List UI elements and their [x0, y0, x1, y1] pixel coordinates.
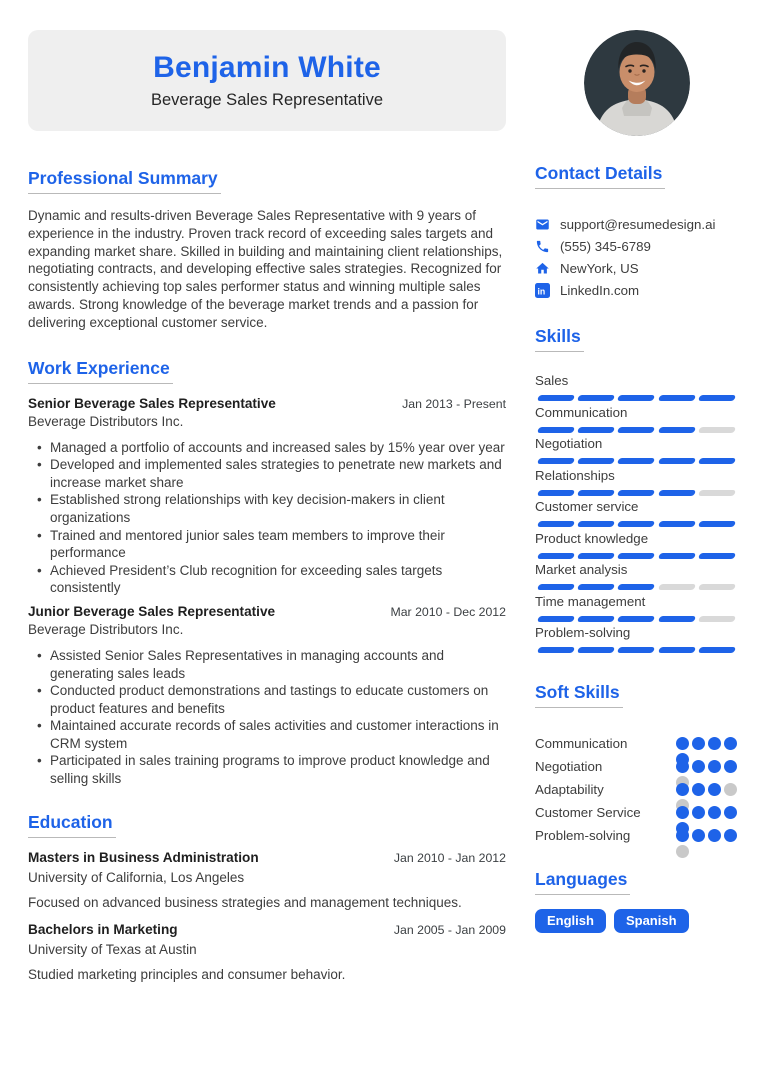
- skill-bar-segment: [698, 647, 736, 653]
- skill-bar-segment: [698, 521, 736, 527]
- skill-bar-segment: [658, 584, 696, 590]
- skill-dot: [676, 783, 689, 796]
- skill-dot: [724, 737, 737, 750]
- skill-bar: [535, 490, 738, 496]
- skill-bar-segment: [577, 458, 615, 464]
- summary-text: Dynamic and results-driven Beverage Sales Representative with 9 years of experience in the industry. Proven track record of exceeding sales targets and expanding market share. Skilled in building and maintaining client relationships, negotiating contracts, and developing effective sales strategies. Recognized for consistently achieving top sales performer status and winning multiple sales awards. Strong knowledge of the beverage market trends and a passion for delivering exceptional customer service.: [28, 208, 503, 330]
- skill-bar-segment: [617, 427, 655, 433]
- skill-item: [535, 624, 738, 653]
- job-entry: [28, 603, 506, 788]
- skill-bar-segment: [617, 395, 655, 401]
- contact-list: [535, 213, 738, 301]
- soft-skill-row: [535, 755, 738, 778]
- skill-item: [535, 498, 738, 527]
- contact-text: NewYork, US: [560, 260, 639, 276]
- soft-skill-label: Adaptability: [535, 782, 604, 797]
- skill-dot: [676, 806, 689, 819]
- contact-item-linkedin[interactable]: [535, 279, 738, 301]
- left-column: [28, 30, 506, 994]
- job-company: Beverage Distributors Inc.: [28, 413, 184, 429]
- skill-bar-segment: [658, 647, 696, 653]
- skill-dot: [708, 806, 721, 819]
- job-bullet: • Developed and implemented sales strategies to penetrate new markets and increase market share: [28, 456, 506, 491]
- language-pill[interactable]: Spanish: [614, 909, 689, 933]
- skill-bar-segment: [698, 427, 736, 433]
- section-work-experience: [28, 358, 506, 788]
- skill-dot: [724, 760, 737, 773]
- education-dates: Jan 2005 - Jan 2009: [393, 922, 506, 937]
- section-education: [28, 812, 506, 983]
- job-bullets: [28, 439, 506, 597]
- skill-item: [535, 593, 738, 622]
- email-icon: [535, 217, 550, 232]
- job-bullet: • Assisted Senior Sales Representatives in managing accounts and generating sales leads: [28, 647, 506, 682]
- soft-skill-label: Problem-solving: [535, 828, 631, 843]
- job-bullet: • Managed a portfolio of accounts and increased sales by 15% year over year: [28, 439, 506, 457]
- education-head: [28, 850, 506, 866]
- skill-bar: [535, 427, 738, 433]
- skill-dot: [724, 783, 737, 796]
- skill-bar-segment: [617, 490, 655, 496]
- languages-heading: Languages: [535, 869, 630, 895]
- section-professional-summary: [28, 168, 506, 332]
- skill-label: Time management: [535, 593, 646, 609]
- candidate-name: Benjamin White: [153, 51, 381, 84]
- skill-dot: [708, 783, 721, 796]
- skill-bar-segment: [577, 647, 615, 653]
- job-head: [28, 395, 506, 413]
- job-title: Senior Beverage Sales Representative: [28, 395, 276, 411]
- job-entry: [28, 395, 506, 597]
- contact-item-home: [535, 257, 738, 279]
- skill-bar: [535, 647, 738, 653]
- skill-dot: [708, 760, 721, 773]
- education-entry: [28, 850, 506, 911]
- section-skills: [535, 326, 738, 653]
- summary-heading: Professional Summary: [28, 168, 221, 194]
- skill-item: [535, 435, 738, 464]
- soft-skills-heading: Soft Skills: [535, 682, 623, 708]
- skill-bar-segment: [617, 521, 655, 527]
- skill-bar-segment: [537, 490, 575, 496]
- svg-text:in: in: [537, 285, 546, 296]
- language-list: [535, 909, 738, 933]
- skill-bar-segment: [698, 490, 736, 496]
- soft-skill-dots: [676, 737, 738, 750]
- language-pill[interactable]: English: [535, 909, 606, 933]
- job-title: Junior Beverage Sales Representative: [28, 603, 276, 619]
- skill-bar-segment: [537, 647, 575, 653]
- skill-bar-segment: [698, 616, 736, 622]
- skill-bar-segment: [617, 647, 655, 653]
- soft-skill-dots: [676, 760, 738, 773]
- skill-bar-segment: [658, 553, 696, 559]
- education-entry: [28, 922, 506, 983]
- skill-bar-segment: [658, 490, 696, 496]
- job-bullet: • Established strong relationships with key decision-makers in client organizations: [28, 491, 506, 526]
- skill-bar-segment: [577, 553, 615, 559]
- skill-bar-segment: [577, 395, 615, 401]
- soft-skill-dots: [676, 806, 738, 819]
- job-dates: Mar 2010 - Dec 2012: [390, 604, 506, 619]
- skill-bar-segment: [698, 584, 736, 590]
- skill-bar: [535, 553, 738, 559]
- job-bullet: • Participated in sales training programs to improve product knowledge and selling skills: [28, 752, 506, 787]
- contact-text: support@resumedesign.ai: [560, 216, 716, 232]
- soft-skill-dots: [676, 829, 738, 842]
- skills-list: [535, 372, 738, 653]
- phone-icon: [535, 239, 550, 254]
- job-bullet: • Achieved President’s Club recognition for exceeding sales targets consistently: [28, 562, 506, 597]
- skill-label: Product knowledge: [535, 530, 649, 546]
- soft-skill-row: [535, 778, 738, 801]
- skill-bar-segment: [658, 395, 696, 401]
- experience-heading: Work Experience: [28, 358, 173, 384]
- skill-item: [535, 561, 738, 590]
- job-company: Beverage Distributors Inc.: [28, 621, 184, 637]
- skill-dot: [708, 737, 721, 750]
- home-icon: [535, 261, 550, 276]
- skill-bar-segment: [537, 458, 575, 464]
- education-head: [28, 922, 506, 938]
- profile-photo-wrap: [535, 30, 738, 136]
- job-bullet: • Trained and mentored junior sales team members to improve their performance: [28, 527, 506, 562]
- job-bullet: • Conducted product demonstrations and tastings to educate customers on product features and benefits: [28, 682, 506, 717]
- skill-dot: [692, 829, 705, 842]
- education-heading: Education: [28, 812, 116, 838]
- education-description: Studied marketing principles and consumer behavior.: [28, 966, 346, 982]
- skill-label: Negotiation: [535, 436, 603, 451]
- education-school: University of California, Los Angeles: [28, 869, 245, 885]
- contact-item-phone[interactable]: [535, 235, 738, 257]
- skill-bar: [535, 458, 738, 464]
- skill-bar-segment: [537, 395, 575, 401]
- education-list: [28, 850, 506, 983]
- skill-bar-segment: [617, 553, 655, 559]
- profile-photo: [584, 30, 690, 136]
- skill-dot: [676, 829, 689, 842]
- skill-bar-segment: [617, 616, 655, 622]
- skill-label: Communication: [535, 404, 628, 420]
- skill-item: [535, 530, 738, 559]
- skill-bar-segment: [537, 553, 575, 559]
- skill-bar-segment: [658, 427, 696, 433]
- header-card: [28, 30, 506, 131]
- job-head: [28, 603, 506, 621]
- job-list: [28, 395, 506, 788]
- avatar: [584, 30, 690, 136]
- skill-bar-segment: [577, 490, 615, 496]
- skill-dot: [692, 783, 705, 796]
- skill-bar-segment: [577, 427, 615, 433]
- skills-heading: Skills: [535, 326, 584, 352]
- contact-heading: Contact Details: [535, 163, 665, 189]
- skill-dot: [676, 760, 689, 773]
- skill-dot: [724, 829, 737, 842]
- skill-bar-segment: [658, 521, 696, 527]
- skill-item: [535, 372, 738, 401]
- skill-dot: [724, 806, 737, 819]
- skill-dot: [676, 737, 689, 750]
- skill-bar-segment: [537, 521, 575, 527]
- skill-item: [535, 467, 738, 496]
- skill-bar-segment: [698, 553, 736, 559]
- skill-item: [535, 404, 738, 433]
- skill-bar: [535, 584, 738, 590]
- job-dates: Jan 2013 - Present: [402, 396, 506, 411]
- skill-bar-segment: [577, 616, 615, 622]
- skill-label: Problem-solving: [535, 625, 631, 640]
- skill-bar-segment: [577, 521, 615, 527]
- job-bullet: • Maintained accurate records of sales activities and customer interactions in CRM system: [28, 717, 506, 752]
- skill-bar-segment: [537, 584, 575, 590]
- linkedin-icon: [535, 283, 550, 298]
- education-description: Focused on advanced business strategies and management techniques.: [28, 894, 462, 910]
- skill-bar-segment: [698, 458, 736, 464]
- skill-bar-segment: [658, 458, 696, 464]
- candidate-title: Beverage Sales Representative: [150, 91, 384, 109]
- skill-dot: [692, 760, 705, 773]
- soft-skill-row: [535, 801, 738, 824]
- soft-skills-list: [535, 732, 738, 847]
- soft-skill-label: Communication: [535, 736, 628, 751]
- soft-skill-dots: [676, 783, 738, 796]
- skill-dot: [676, 845, 689, 858]
- section-soft-skills: [535, 682, 738, 847]
- contact-text: LinkedIn.com: [560, 282, 640, 298]
- skill-dot: [692, 806, 705, 819]
- contact-item-email[interactable]: [535, 213, 738, 235]
- soft-skill-label: Negotiation: [535, 759, 603, 774]
- job-bullets: [28, 647, 506, 788]
- skill-dot: [692, 737, 705, 750]
- skill-bar-segment: [577, 584, 615, 590]
- skill-bar: [535, 616, 738, 622]
- skill-bar-segment: [537, 616, 575, 622]
- skill-bar-segment: [698, 395, 736, 401]
- skill-label: Sales: [535, 373, 569, 388]
- skill-bar: [535, 521, 738, 527]
- education-school: University of Texas at Austin: [28, 941, 197, 957]
- skill-bar-segment: [658, 616, 696, 622]
- skill-bar: [535, 395, 738, 401]
- skill-bar-segment: [617, 584, 655, 590]
- skill-dot: [708, 829, 721, 842]
- soft-skill-label: Customer Service: [535, 805, 641, 820]
- right-column: [535, 30, 738, 994]
- skill-bar-segment: [537, 427, 575, 433]
- education-dates: Jan 2010 - Jan 2012: [393, 850, 506, 865]
- soft-skill-row: [535, 824, 738, 847]
- section-languages: [535, 869, 738, 933]
- skill-label: Customer service: [535, 499, 639, 514]
- education-degree: Bachelors in Marketing: [28, 921, 178, 937]
- skill-label: Relationships: [535, 467, 615, 483]
- soft-skill-row: [535, 732, 738, 755]
- skill-bar-segment: [617, 458, 655, 464]
- contact-text: (555) 345-6789: [560, 238, 651, 254]
- skill-label: Market analysis: [535, 562, 628, 577]
- section-contact-details: [535, 163, 738, 301]
- education-degree: Masters in Business Administration: [28, 849, 259, 865]
